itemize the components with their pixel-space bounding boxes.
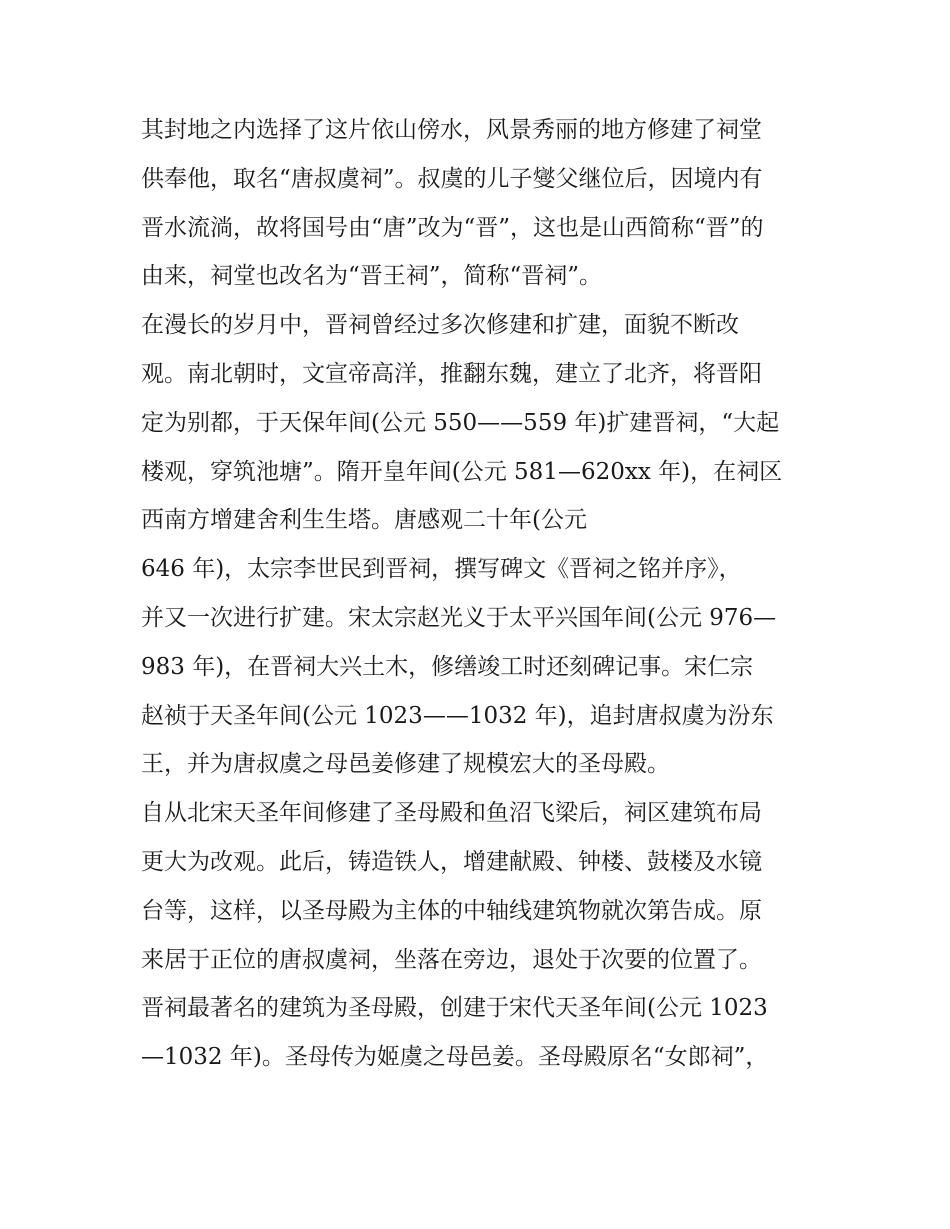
text-line: 王，并为唐叔虞之母邑姜修建了规模宏大的圣母殿。 <box>141 751 670 778</box>
text-line: 646 年)，太宗李世民到晋祠，撰写碑文《晋祠之铭并序》， <box>141 556 742 583</box>
text-line: —1032 年)。圣母传为姬虞之母邑姜。圣母殿原名“女郎祠”， <box>141 1044 769 1071</box>
text-line: 台等，这样，以圣母殿为主体的中轴线建筑物就次第告成。原 <box>141 897 762 924</box>
text-line: 在漫长的岁月中，晋祠曾经过多次修建和扩建，面貌不断改 <box>141 312 739 339</box>
text-line: 由来，祠堂也改名为“晋王祠”，简称“晋祠”。 <box>141 263 603 290</box>
text-line: 晋祠最著名的建筑为圣母殿，创建于宋代天圣年间(公元 1023 <box>141 995 768 1022</box>
text-line: 楼观，穿筑池塘”。隋开皇年间(公元 581—620xx 年)，在祠区 <box>141 458 783 485</box>
text-line: 晋水流淌，故将国号由“唐”改为“晋”，这也是山西简称“晋”的 <box>141 214 764 241</box>
text-line: 观。南北朝时，文宣帝高洋，推翻东魏，建立了北齐，将晋阳 <box>141 360 762 387</box>
text-line: 定为别都，于天保年间(公元 550——559 年)扩建晋祠，“大起 <box>141 409 780 436</box>
text-line: 自从北宋天圣年间修建了圣母殿和鱼沼飞梁后，祠区建筑布局 <box>141 800 762 827</box>
text-line: 来居于正位的唐叔虞祠，坐落在旁边，退处于次要的位置了。 <box>141 946 762 973</box>
text-line: 并又一次进行扩建。宋太宗赵光义于太平兴国年间(公元 976— <box>141 604 777 631</box>
body-text <box>141 106 821 1082</box>
text-line: 供奉他，取名“唐叔虞祠”。叔虞的儿子燮父继位后，因境内有 <box>141 165 763 192</box>
text-line: 赵祯于天圣年间(公元 1023——1032 年)，追封唐叔虞为汾东 <box>141 702 774 729</box>
text-line: 983 年)，在晋祠大兴土木，修缮竣工时还刻碑记事。宋仁宗 <box>141 653 754 680</box>
text-line: 其封地之内选择了这片依山傍水，风景秀丽的地方修建了祠堂 <box>141 117 762 143</box>
text-line: 更大为改观。此后，铸造铁人，增建献殿、钟楼、鼓楼及水镜 <box>141 848 762 875</box>
text-line: 西南方增建舍利生生塔。唐感观二十年(公元 <box>141 507 587 534</box>
